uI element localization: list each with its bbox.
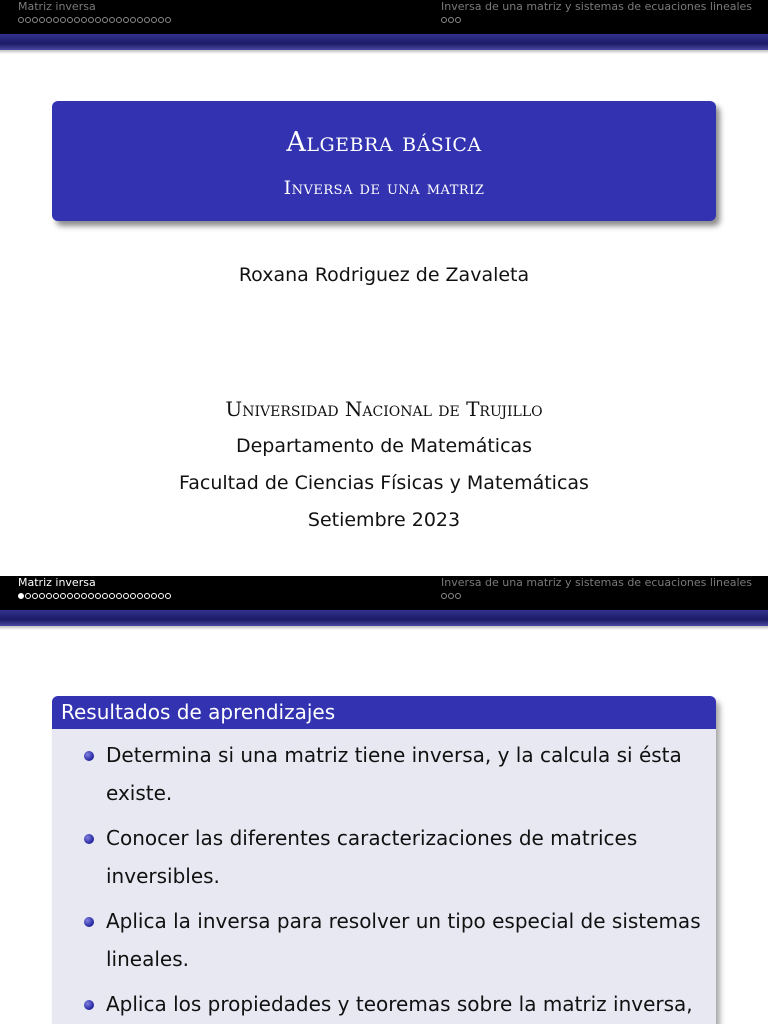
frame-dot-icon[interactable] <box>39 17 45 23</box>
frame-dot-icon[interactable] <box>88 17 94 23</box>
frame-dot-icon[interactable] <box>137 593 143 599</box>
nav-section-sistemas[interactable]: Inversa de una matriz y sistemas de ecuaciones lineales <box>441 0 753 13</box>
date: Setiembre 2023 <box>307 509 461 531</box>
frame-dot-icon[interactable] <box>25 593 31 599</box>
presentation-title: Algebra básica <box>286 127 482 158</box>
frame-dot-icon[interactable] <box>151 17 157 23</box>
institution: Universidad Nacional de Trujillo <box>225 397 543 421</box>
frame-dot-icon[interactable] <box>74 593 80 599</box>
frame-dot-icon[interactable] <box>448 17 454 23</box>
title-box <box>52 101 716 221</box>
bullet-icon <box>84 917 94 927</box>
list-item-text: Aplica la inversa para resolver un tipo especial de sistemas lineales. <box>106 909 701 971</box>
frame-dot-icon[interactable] <box>144 593 150 599</box>
frame-dot-icon[interactable] <box>116 593 122 599</box>
frame-dot-icon[interactable] <box>455 593 461 599</box>
frame-dot-icon[interactable] <box>81 593 87 599</box>
frame-dot-icon[interactable] <box>102 17 108 23</box>
frame-dot-icon[interactable] <box>60 17 66 23</box>
frame-dot-icon[interactable] <box>455 17 461 23</box>
department: Departamento de Matemáticas <box>235 435 533 457</box>
nav-dots-right <box>441 14 461 26</box>
frame-dot-icon[interactable] <box>130 593 136 599</box>
navigation-headline <box>0 0 768 34</box>
outcomes-list <box>52 729 716 1023</box>
frame-dot-icon[interactable] <box>158 17 164 23</box>
frame-dot-icon[interactable] <box>88 593 94 599</box>
frame-dot-icon[interactable] <box>165 17 171 23</box>
nav-section-sistemas[interactable]: Inversa de una matriz y sistemas de ecuaciones lineales <box>441 576 753 589</box>
frame-dot-icon[interactable] <box>18 593 24 599</box>
frame-dot-icon[interactable] <box>109 17 115 23</box>
frame-dot-icon[interactable] <box>67 17 73 23</box>
headline-bar <box>0 34 768 50</box>
frame-dot-icon[interactable] <box>60 593 66 599</box>
nav-dots-left <box>18 590 171 602</box>
list-item <box>52 819 716 895</box>
author: Roxana Rodriguez de Zavaleta <box>238 264 530 286</box>
frame-dot-icon[interactable] <box>18 17 24 23</box>
outcomes-slide <box>0 576 768 1024</box>
bullet-icon <box>84 1000 94 1010</box>
frame-dot-icon[interactable] <box>448 593 454 599</box>
navigation-headline <box>0 576 768 610</box>
frame-dot-icon[interactable] <box>67 593 73 599</box>
list-item <box>52 736 716 812</box>
frame-dot-icon[interactable] <box>53 593 59 599</box>
bullet-icon <box>84 834 94 844</box>
outcomes-block <box>52 696 716 1024</box>
frame-dot-icon[interactable] <box>123 17 129 23</box>
frame-dot-icon[interactable] <box>109 593 115 599</box>
frame-dot-icon[interactable] <box>130 17 136 23</box>
frame-dot-icon[interactable] <box>123 593 129 599</box>
frame-dot-icon[interactable] <box>441 593 447 599</box>
frame-dot-icon[interactable] <box>151 593 157 599</box>
frame-dot-icon[interactable] <box>95 17 101 23</box>
bullet-icon <box>84 751 94 761</box>
frame-dot-icon[interactable] <box>441 17 447 23</box>
frame-dot-icon[interactable] <box>158 593 164 599</box>
frame-dot-icon[interactable] <box>39 593 45 599</box>
list-item-text: Aplica los propiedades y teoremas sobre la matriz inversa, <box>106 992 693 1016</box>
frame-dot-icon[interactable] <box>53 17 59 23</box>
faculty: Facultad de Ciencias Físicas y Matemáticas <box>179 472 589 494</box>
list-item <box>52 902 716 978</box>
frame-dot-icon[interactable] <box>95 593 101 599</box>
list-item-text: Conocer las diferentes caracterizaciones de matrices inversibles. <box>106 826 638 888</box>
frame-dot-icon[interactable] <box>81 17 87 23</box>
list-item <box>52 985 716 1023</box>
list-item-text: Determina si una matriz tiene inversa, y la calcula si ésta existe. <box>106 743 682 805</box>
nav-dots-right <box>441 590 461 602</box>
block-title: Resultados de aprendizajes <box>52 696 716 729</box>
frame-dot-icon[interactable] <box>74 17 80 23</box>
frame-dot-icon[interactable] <box>46 17 52 23</box>
frame-dot-icon[interactable] <box>32 17 38 23</box>
frame-dot-icon[interactable] <box>46 593 52 599</box>
frame-dot-icon[interactable] <box>102 593 108 599</box>
frame-dot-icon[interactable] <box>144 17 150 23</box>
frame-dot-icon[interactable] <box>165 593 171 599</box>
frame-dot-icon[interactable] <box>32 593 38 599</box>
frame-dot-icon[interactable] <box>25 17 31 23</box>
headline-bar <box>0 610 768 626</box>
nav-section-matriz-inversa[interactable]: Matriz inversa <box>18 0 96 13</box>
frame-dot-icon[interactable] <box>116 17 122 23</box>
nav-dots-left <box>18 14 171 26</box>
presentation-subtitle: Inversa de una matriz <box>283 177 485 199</box>
nav-section-matriz-inversa[interactable]: Matriz inversa <box>18 576 96 589</box>
frame-dot-icon[interactable] <box>137 17 143 23</box>
